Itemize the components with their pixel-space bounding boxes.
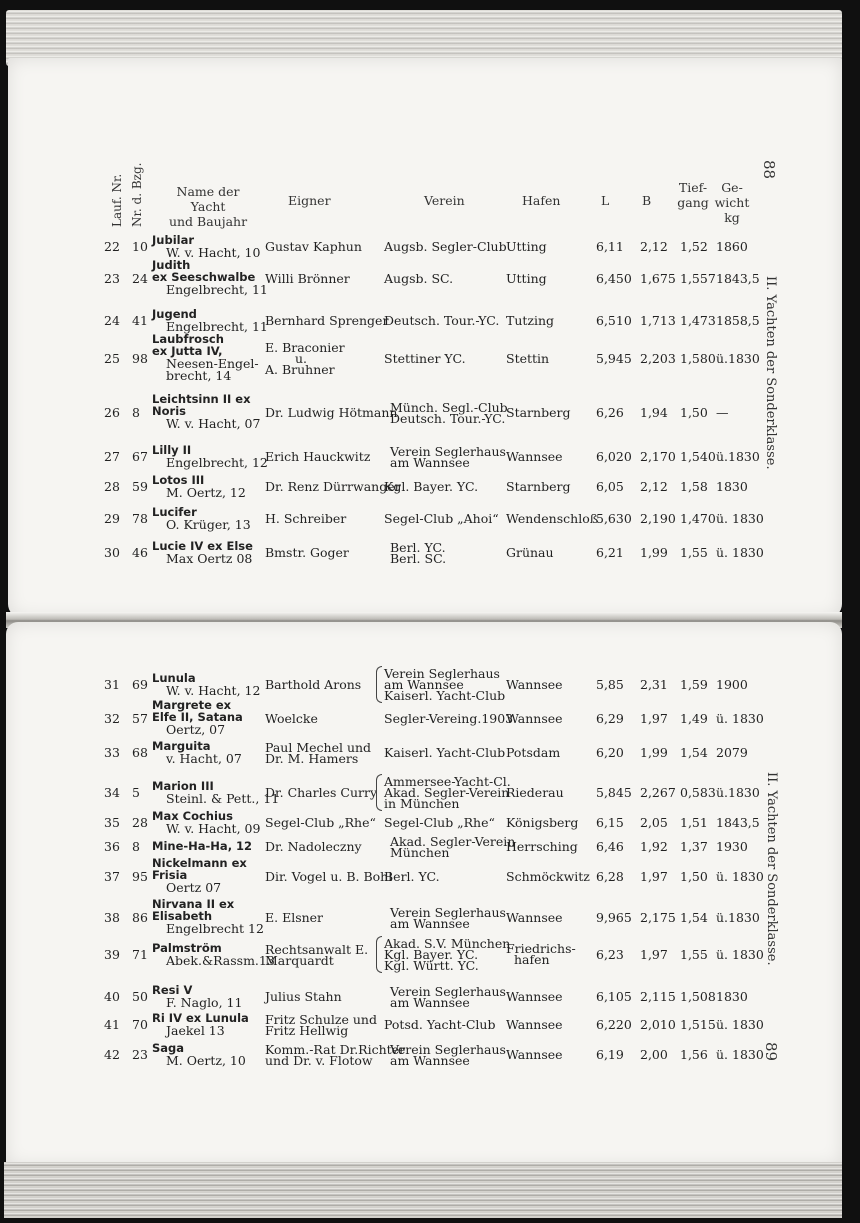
row-gewicht: — xyxy=(716,405,729,420)
row-laenge: 6,20 xyxy=(596,745,624,760)
row-eigner: Komm.-Rat Dr.Richter xyxy=(265,1041,406,1057)
row-verein: Segel-Club „Rhe“ xyxy=(384,815,495,830)
row-laenge: 9,965 xyxy=(596,910,632,925)
row-laenge: 6,450 xyxy=(596,271,632,286)
row-gewicht: 1860 xyxy=(716,239,748,254)
row-tiefgang: 1,55 xyxy=(680,545,708,560)
yacht-builder: O. Krüger, 13 xyxy=(166,516,251,532)
row-breite: 2,31 xyxy=(640,677,668,692)
row-eigner: Dr. Nadoleczny xyxy=(265,839,362,854)
row-gewicht: ü.1830 xyxy=(716,351,760,366)
row-hafen: Utting xyxy=(506,271,547,286)
yacht-name: Judith xyxy=(152,258,191,272)
row-verein: in München xyxy=(384,796,460,811)
yacht-name: Marguita xyxy=(152,738,211,753)
row-tiefgang: 1,540 xyxy=(680,449,716,464)
row-lauf-nr: 35 xyxy=(104,815,120,830)
row-verein: Akad. Segler-Verein xyxy=(390,833,516,849)
yacht-name: Lilly II xyxy=(152,442,192,457)
yacht-builder: M. Oertz, 12 xyxy=(166,484,246,500)
row-verein: Berl. YC. xyxy=(390,539,446,555)
yacht-name: Margrete ex xyxy=(152,698,232,712)
row-hafen: Wendenschloß xyxy=(506,511,599,526)
row-gewicht: ü. 1830 xyxy=(716,869,764,884)
row-bzg-nr: 70 xyxy=(132,1017,148,1032)
yacht-name: Saga xyxy=(152,1040,185,1055)
row-verein: Berl. SC. xyxy=(390,550,447,566)
header-b: B xyxy=(642,193,652,208)
row-eigner: Rechtsanwalt E. xyxy=(265,941,369,957)
row-tiefgang: 1,52 xyxy=(680,239,708,254)
row-gewicht: ü. 1830 xyxy=(716,1017,764,1032)
yacht-name: Marion III xyxy=(152,778,214,793)
row-bzg-nr: 59 xyxy=(132,479,148,494)
page-number-top: 88 xyxy=(760,160,778,180)
row-laenge: 6,105 xyxy=(596,989,632,1004)
yacht-name: Mine-Ha-Ha, 12 xyxy=(152,839,253,853)
row-hafen: Wannsee xyxy=(506,449,563,464)
row-hafen: Starnberg xyxy=(506,405,571,420)
row-laenge: 6,26 xyxy=(596,405,624,420)
row-eigner: Willi Brönner xyxy=(265,271,350,286)
row-bzg-nr: 5 xyxy=(132,785,140,800)
row-verein: Kaiserl. Yacht-Club xyxy=(384,688,506,703)
running-title-top: II. Yachten der Sonderklasse. xyxy=(763,276,778,470)
row-bzg-nr: 41 xyxy=(132,313,148,328)
header-nr-bzg: Nr. d. Bzg. xyxy=(130,162,144,227)
brace xyxy=(376,666,382,703)
row-verein: Kgl. Württ. YC. xyxy=(384,958,479,973)
header-hafen: Hafen xyxy=(522,193,561,208)
row-bzg-nr: 57 xyxy=(132,711,148,726)
page-89 xyxy=(6,622,842,1166)
row-laenge: 6,220 xyxy=(596,1017,632,1032)
row-lauf-nr: 24 xyxy=(104,313,120,328)
row-breite: 2,170 xyxy=(640,449,676,464)
row-verein: Verein Seglerhaus xyxy=(390,443,506,459)
row-lauf-nr: 32 xyxy=(104,711,120,726)
row-gewicht: ü.1830 xyxy=(716,785,760,800)
yacht-name: Resi V xyxy=(152,982,193,997)
yacht-builder: Engelbrecht 12 xyxy=(166,921,264,936)
header-verein: Verein xyxy=(424,193,465,208)
row-bzg-nr: 23 xyxy=(132,1047,148,1062)
yacht-name: Nickelmann ex xyxy=(152,856,247,870)
row-bzg-nr: 10 xyxy=(132,239,148,254)
row-eigner: Dr. Renz Dürrwanger xyxy=(265,479,401,494)
row-bzg-nr: 28 xyxy=(132,815,148,830)
row-lauf-nr: 34 xyxy=(104,785,120,800)
row-verein: München xyxy=(390,844,450,860)
row-laenge: 6,11 xyxy=(596,239,624,254)
row-breite: 1,99 xyxy=(640,745,668,760)
row-verein: Kaiserl. Yacht-Club xyxy=(384,745,506,760)
header-lauf-nr: Lauf. Nr. xyxy=(110,173,124,227)
row-lauf-nr: 37 xyxy=(104,869,120,884)
row-lauf-nr: 33 xyxy=(104,745,120,760)
row-hafen: Grünau xyxy=(506,545,554,560)
row-hafen: Wannsee xyxy=(506,677,563,692)
row-gewicht: 1843,5 xyxy=(716,815,760,830)
row-laenge: 6,05 xyxy=(596,479,624,494)
row-verein: am Wannsee xyxy=(390,1052,470,1068)
page-88 xyxy=(8,58,842,618)
row-verein: Verein Seglerhaus xyxy=(390,1041,506,1057)
row-hafen: Wannsee xyxy=(506,711,563,726)
yacht-name: Nirvana II ex xyxy=(152,897,235,911)
row-bzg-nr: 78 xyxy=(132,511,148,526)
row-hafen: Starnberg xyxy=(506,479,571,494)
row-verein: am Wannsee xyxy=(390,915,470,931)
row-verein: Akad. Segler-Verein xyxy=(384,785,510,800)
yacht-builder: Engelbrecht, 11 xyxy=(166,318,268,334)
row-lauf-nr: 22 xyxy=(104,239,120,254)
header-tiefgang: Tief- gang xyxy=(677,180,709,210)
row-breite: 1,94 xyxy=(640,405,668,420)
row-bzg-nr: 86 xyxy=(132,910,148,925)
row-bzg-nr: 71 xyxy=(132,947,148,962)
row-gewicht: 1900 xyxy=(716,677,748,692)
yacht-builder: W. v. Hacht, 10 xyxy=(166,244,261,260)
row-hafen: Wannsee xyxy=(506,1017,563,1032)
row-breite: 2,115 xyxy=(640,989,676,1004)
row-gewicht: 1858,5 xyxy=(716,313,760,328)
row-laenge: 6,19 xyxy=(596,1047,624,1062)
row-hafen: Schmöckwitz xyxy=(506,869,590,884)
yacht-name: Max Cochius xyxy=(152,808,233,823)
row-laenge: 6,28 xyxy=(596,869,624,884)
row-gewicht: 1843,5 xyxy=(716,271,760,286)
yacht-builder: M. Oertz, 10 xyxy=(166,1052,246,1068)
row-laenge: 6,23 xyxy=(596,947,624,962)
row-eigner: Erich Hauckwitz xyxy=(265,449,371,464)
row-gewicht: ü. 1830 xyxy=(716,511,764,526)
row-eigner: Dr. M. Hamers xyxy=(265,750,359,766)
row-verein: Ammersee-Yacht-Cl. xyxy=(384,774,511,789)
row-eigner: Marquardt xyxy=(265,952,334,968)
row-breite: 1,675 xyxy=(640,271,676,286)
yacht-name: ex Jutta IV, xyxy=(152,343,223,358)
row-gewicht: ü.1830 xyxy=(716,449,760,464)
row-breite: 2,267 xyxy=(640,785,676,800)
row-laenge: 6,15 xyxy=(596,815,624,830)
row-hafen: Herrsching xyxy=(506,839,578,854)
header-eigner: Eigner xyxy=(288,193,331,208)
row-lauf-nr: 27 xyxy=(104,449,120,464)
yacht-name: Lucifer xyxy=(152,504,197,519)
row-verein: am Wannsee xyxy=(390,994,470,1010)
row-hafen: Stettin xyxy=(506,351,550,366)
row-eigner: Bmstr. Goger xyxy=(265,545,349,560)
page-number-bottom: 89 xyxy=(762,1042,780,1062)
row-eigner: H. Schreiber xyxy=(265,511,347,526)
yacht-name: Elfe II, Satana xyxy=(152,710,243,724)
row-laenge: 5,85 xyxy=(596,677,624,692)
row-verein: Kgl. Bayer. YC. xyxy=(384,479,479,494)
row-verein: Segler-Vereing.1903 xyxy=(384,711,514,726)
row-tiefgang: 1,557 xyxy=(680,271,716,286)
row-gewicht: 1830 xyxy=(716,989,748,1004)
row-bzg-nr: 68 xyxy=(132,745,148,760)
row-hafen: Friedrichs- xyxy=(506,941,576,956)
row-tiefgang: 1,54 xyxy=(680,745,708,760)
yacht-name: Frisia xyxy=(152,868,188,882)
row-laenge: 6,020 xyxy=(596,449,632,464)
row-bzg-nr: 95 xyxy=(132,869,148,884)
row-bzg-nr: 67 xyxy=(132,449,148,464)
row-verein: Verein Seglerhaus xyxy=(390,983,506,999)
yacht-builder: W. v. Hacht, 07 xyxy=(166,416,261,431)
row-eigner: Segel-Club „Rhe“ xyxy=(265,815,376,830)
row-tiefgang: 1,51 xyxy=(680,815,708,830)
row-bzg-nr: 24 xyxy=(132,271,148,286)
brace xyxy=(376,774,382,811)
row-eigner: Fritz Hellwig xyxy=(265,1022,349,1038)
row-bzg-nr: 69 xyxy=(132,677,148,692)
row-tiefgang: 1,54 xyxy=(680,910,708,925)
yacht-builder: Engelbrecht, 11 xyxy=(166,282,268,297)
row-eigner: Barthold Arons xyxy=(265,677,362,692)
row-hafen: Tutzing xyxy=(506,313,555,328)
header-l: L xyxy=(601,193,610,208)
row-breite: 1,92 xyxy=(640,839,668,854)
row-gewicht: 1830 xyxy=(716,479,748,494)
row-tiefgang: 1,50 xyxy=(680,405,708,420)
row-verein: am Wannsee xyxy=(390,454,470,470)
row-tiefgang: 1,515 xyxy=(680,1017,716,1032)
row-lauf-nr: 28 xyxy=(104,479,120,494)
row-verein: Verein Seglerhaus xyxy=(390,904,506,920)
row-verein: Stettiner YC. xyxy=(384,351,466,366)
yacht-name: Laubfrosch xyxy=(152,331,224,346)
row-breite: 1,713 xyxy=(640,313,676,328)
yacht-name: Lotos III xyxy=(152,472,205,487)
yacht-builder: brecht, 14 xyxy=(166,367,232,383)
row-verein: Augsb. SC. xyxy=(384,271,454,286)
row-tiefgang: 1,56 xyxy=(680,1047,708,1062)
row-breite: 2,175 xyxy=(640,910,676,925)
row-breite: 2,05 xyxy=(640,815,668,830)
row-eigner: E. Elsner xyxy=(265,910,324,925)
row-tiefgang: 1,55 xyxy=(680,947,708,962)
row-eigner: Julius Stahn xyxy=(265,989,342,1004)
row-eigner: Dir. Vogel u. B. Bohl xyxy=(265,869,393,884)
yacht-builder: Oertz, 07 xyxy=(166,722,226,737)
row-verein: am Wannsee xyxy=(384,677,464,692)
row-hafen: Wannsee xyxy=(506,910,563,925)
row-gewicht: ü.1830 xyxy=(716,910,760,925)
header-name: Name der Yacht und Baujahr xyxy=(168,184,248,229)
row-hafen: Königsberg xyxy=(506,815,579,830)
row-laenge: 6,29 xyxy=(596,711,624,726)
row-tiefgang: 1,470 xyxy=(680,511,716,526)
row-verein: Verein Seglerhaus xyxy=(384,666,500,681)
row-tiefgang: 1,49 xyxy=(680,711,708,726)
row-breite: 2,203 xyxy=(640,351,676,366)
yacht-builder: v. Hacht, 07 xyxy=(166,750,242,766)
yacht-name: Jugend xyxy=(152,306,197,321)
row-eigner: und Dr. v. Flotow xyxy=(265,1052,373,1068)
yacht-name: Leichtsinn II ex xyxy=(152,392,251,406)
row-verein: Akad. S.V. München xyxy=(384,936,511,951)
row-eigner: Dr. Charles Curry xyxy=(265,785,378,800)
yacht-builder: Neesen-Engel- xyxy=(166,355,259,371)
yacht-builder: W. v. Hacht, 12 xyxy=(166,682,261,698)
yacht-builder: Jaekel 13 xyxy=(166,1022,225,1038)
row-gewicht: 2079 xyxy=(716,745,748,760)
row-breite: 2,010 xyxy=(640,1017,676,1032)
yacht-builder: Steinl. & Pett., 11 xyxy=(166,790,280,806)
row-bzg-nr: 50 xyxy=(132,989,148,1004)
row-lauf-nr: 40 xyxy=(104,989,120,1004)
row-eigner: u. xyxy=(295,351,308,366)
row-tiefgang: 0,583 xyxy=(680,785,716,800)
row-breite: 2,00 xyxy=(640,1047,668,1062)
row-gewicht: ü. 1830 xyxy=(716,711,764,726)
yacht-builder: Max Oertz 08 xyxy=(166,550,253,566)
row-eigner: Fritz Schulze und xyxy=(265,1011,377,1027)
brace xyxy=(376,936,382,973)
yacht-builder: Oertz 07 xyxy=(166,880,222,895)
row-lauf-nr: 42 xyxy=(104,1047,120,1062)
row-verein: Kgl. Bayer. YC. xyxy=(384,947,479,962)
yacht-builder: W. v. Hacht, 09 xyxy=(166,820,261,836)
yacht-name: Elisabeth xyxy=(152,909,213,923)
row-verein: Berl. YC. xyxy=(384,869,440,884)
row-tiefgang: 1,473 xyxy=(680,313,716,328)
row-laenge: 5,630 xyxy=(596,511,632,526)
row-breite: 1,97 xyxy=(640,947,668,962)
row-lauf-nr: 39 xyxy=(104,947,120,962)
yacht-name: ex Seeschwalbe xyxy=(152,270,256,284)
row-breite: 1,97 xyxy=(640,869,668,884)
row-lauf-nr: 41 xyxy=(104,1017,120,1032)
row-eigner: E. Braconier xyxy=(265,340,345,355)
book-page-edges-bottom xyxy=(4,1162,842,1218)
row-eigner: Woelcke xyxy=(265,711,318,726)
row-tiefgang: 1,37 xyxy=(680,839,708,854)
row-lauf-nr: 38 xyxy=(104,910,120,925)
row-bzg-nr: 8 xyxy=(132,405,140,420)
row-tiefgang: 1,59 xyxy=(680,677,708,692)
row-laenge: 6,46 xyxy=(596,839,624,854)
yacht-name: Ri IV ex Lunula xyxy=(152,1010,249,1025)
yacht-name: Lucie IV ex Else xyxy=(152,538,253,553)
row-eigner: Dr. Ludwig Hötmann xyxy=(265,405,398,420)
row-tiefgang: 1,50 xyxy=(680,869,708,884)
row-breite: 2,12 xyxy=(640,479,668,494)
row-lauf-nr: 31 xyxy=(104,677,120,692)
row-laenge: 5,845 xyxy=(596,785,632,800)
yacht-name: Jubilar xyxy=(152,232,195,247)
row-laenge: 6,21 xyxy=(596,545,624,560)
row-breite: 2,190 xyxy=(640,511,676,526)
row-verein: Potsd. Yacht-Club xyxy=(384,1017,496,1032)
yacht-name: Noris xyxy=(152,404,186,418)
row-breite: 1,97 xyxy=(640,711,668,726)
header-gewicht: Ge- wicht kg xyxy=(714,180,750,225)
row-hafen: Wannsee xyxy=(506,989,563,1004)
row-hafen: Riederau xyxy=(506,785,564,800)
yacht-builder: Abek.&Rassm.13 xyxy=(166,952,275,968)
row-tiefgang: 1,508 xyxy=(680,989,716,1004)
row-hafen: Potsdam xyxy=(506,745,561,760)
row-laenge: 6,510 xyxy=(596,313,632,328)
row-lauf-nr: 25 xyxy=(104,351,120,366)
yacht-name: Palmström xyxy=(152,940,222,955)
running-title-bottom: II. Yachten der Sonderklasse. xyxy=(764,772,779,966)
row-eigner: Paul Mechel und xyxy=(265,739,372,755)
row-eigner: A. Bruhner xyxy=(265,362,335,377)
row-verein: Deutsch. Tour.-YC. xyxy=(384,313,500,328)
row-lauf-nr: 30 xyxy=(104,545,120,560)
row-verein: Münch. Segl.-Club xyxy=(390,399,508,415)
row-verein: Augsb. Segler-Club xyxy=(384,239,507,254)
row-gewicht: ü. 1830 xyxy=(716,545,764,560)
row-hafen: Utting xyxy=(506,239,547,254)
row-hafen: hafen xyxy=(514,952,550,967)
row-laenge: 5,945 xyxy=(596,351,632,366)
row-tiefgang: 1,58 xyxy=(680,479,708,494)
row-hafen: Wannsee xyxy=(506,1047,563,1062)
row-lauf-nr: 29 xyxy=(104,511,120,526)
yacht-name: Lunula xyxy=(152,670,196,685)
row-bzg-nr: 46 xyxy=(132,545,148,560)
row-lauf-nr: 23 xyxy=(104,271,120,286)
row-breite: 2,12 xyxy=(640,239,668,254)
yacht-builder: Engelbrecht, 12 xyxy=(166,454,268,470)
row-gewicht: 1930 xyxy=(716,839,748,854)
yacht-builder: F. Naglo, 11 xyxy=(166,994,243,1010)
row-lauf-nr: 26 xyxy=(104,405,120,420)
row-verein: Segel-Club „Ahoi“ xyxy=(384,511,499,526)
row-lauf-nr: 36 xyxy=(104,839,120,854)
row-gewicht: ü. 1830 xyxy=(716,1047,764,1062)
row-tiefgang: 1,580 xyxy=(680,351,716,366)
row-verein: Deutsch. Tour.-YC. xyxy=(390,410,506,426)
row-bzg-nr: 8 xyxy=(132,839,140,854)
row-gewicht: ü. 1830 xyxy=(716,947,764,962)
row-eigner: Gustav Kaphun xyxy=(265,239,362,254)
row-bzg-nr: 98 xyxy=(132,351,148,366)
row-breite: 1,99 xyxy=(640,545,668,560)
row-eigner: Bernhard Sprenger xyxy=(265,313,389,328)
